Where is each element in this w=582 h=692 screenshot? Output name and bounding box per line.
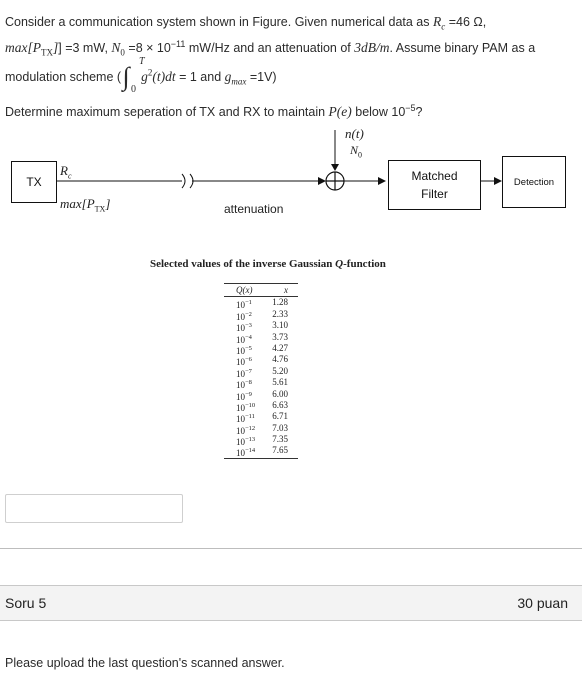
x-value: 5.20 — [272, 365, 288, 376]
question-line-3: modulation scheme ( ∫ T 0 $g^2(t)dt = 1$ and $g_{max} =1V$) — [5, 56, 277, 95]
table-row — [236, 320, 296, 334]
q-value: $10^{-6}$ — [236, 356, 252, 368]
integral-symbol: ∫ — [122, 61, 130, 91]
q-value: $10^{-4}$ — [236, 333, 252, 345]
q-value: $10^{-9}$ — [236, 390, 252, 402]
x-value: 4.76 — [272, 354, 288, 365]
table-row — [236, 389, 296, 400]
detection-input-arrowhead — [494, 177, 502, 185]
q-value: $10^{-10}$ — [236, 401, 256, 413]
table-row — [236, 366, 296, 377]
table-row — [236, 309, 296, 320]
noise-arrowhead — [331, 164, 339, 171]
table-row — [236, 297, 296, 311]
x-value: 6.00 — [272, 388, 288, 399]
detection-block: Detection — [502, 156, 566, 208]
q-value: $10^{-14}$ — [236, 447, 256, 459]
table-row — [236, 423, 296, 434]
question-line-2: $\max[P_{TX}]] =3$ mW, $N_0 =8 \times 10^{-11}$ mW/Hz and an attenuation of 3dB/m. Assume binary PAM as a — [5, 39, 536, 58]
x-value: 4.27 — [272, 342, 288, 353]
break-mark-left — [182, 174, 185, 188]
n0-label: $N_0$ — [350, 143, 363, 160]
q-value: $10^{-11}$ — [236, 413, 255, 425]
x-value: 7.65 — [272, 445, 288, 456]
q-value: $10^{-3}$ — [236, 322, 252, 334]
x-value: 3.73 — [272, 331, 288, 342]
x-value: 6.63 — [272, 399, 288, 410]
table-row — [236, 377, 296, 391]
table-header: Q(x) x — [224, 283, 298, 297]
q-value: $10^{-8}$ — [236, 379, 252, 391]
x-value: 7.03 — [272, 422, 288, 433]
table-row — [236, 445, 296, 459]
attenuation-label: attenuation — [224, 202, 284, 216]
q-value: $10^{-1}$ — [236, 299, 252, 311]
table-caption: Selected values of the inverse Gaussian Q-function — [150, 258, 386, 270]
answer-input[interactable] — [5, 494, 183, 523]
mf-input-arrowhead — [378, 177, 386, 185]
x-value: 7.35 — [272, 434, 288, 445]
q-value: $10^{-12}$ — [236, 424, 256, 436]
question-number: Soru 5 — [5, 595, 47, 611]
table-row — [236, 343, 296, 354]
q-value: $10^{-5}$ — [236, 344, 252, 356]
next-question-text: Please upload the last question's scanned answer. — [5, 656, 285, 670]
q-value: $10^{-13}$ — [236, 436, 256, 448]
max-ptx-label: $\max[P_{TX}]$ — [60, 196, 111, 214]
rc-label: $R_c$ — [60, 163, 72, 181]
channel-arrowhead — [318, 177, 326, 185]
x-value: 1.28 — [272, 297, 288, 308]
question-prompt: Determine maximum seperation of TX and RX to maintain P(e) below $10^{-5}$? — [5, 103, 423, 120]
q-value: $10^{-7}$ — [236, 367, 252, 379]
question-header-bar — [0, 585, 582, 621]
table-row — [236, 400, 296, 411]
q-function-table — [224, 283, 298, 459]
q-value: $10^{-2}$ — [236, 310, 252, 322]
table-row — [236, 434, 296, 448]
table-row — [236, 354, 296, 368]
question-points: 30 puan — [517, 595, 568, 611]
noise-label: n(t) — [345, 126, 364, 141]
x-value: 5.61 — [272, 377, 288, 388]
table-body — [224, 297, 298, 458]
tx-block: TX — [11, 161, 57, 203]
x-value: 3.10 — [272, 320, 288, 331]
x-value: 2.33 — [272, 308, 288, 319]
x-value: 6.71 — [272, 411, 288, 422]
question-line-1: Consider a communication system shown in Figure. Given numerical data as $R_c =46$ Ω, — [5, 14, 487, 32]
section-divider — [0, 548, 582, 549]
table-row — [236, 411, 296, 425]
table-row — [236, 332, 296, 343]
matched-filter-block: Matched Filter — [388, 160, 481, 210]
